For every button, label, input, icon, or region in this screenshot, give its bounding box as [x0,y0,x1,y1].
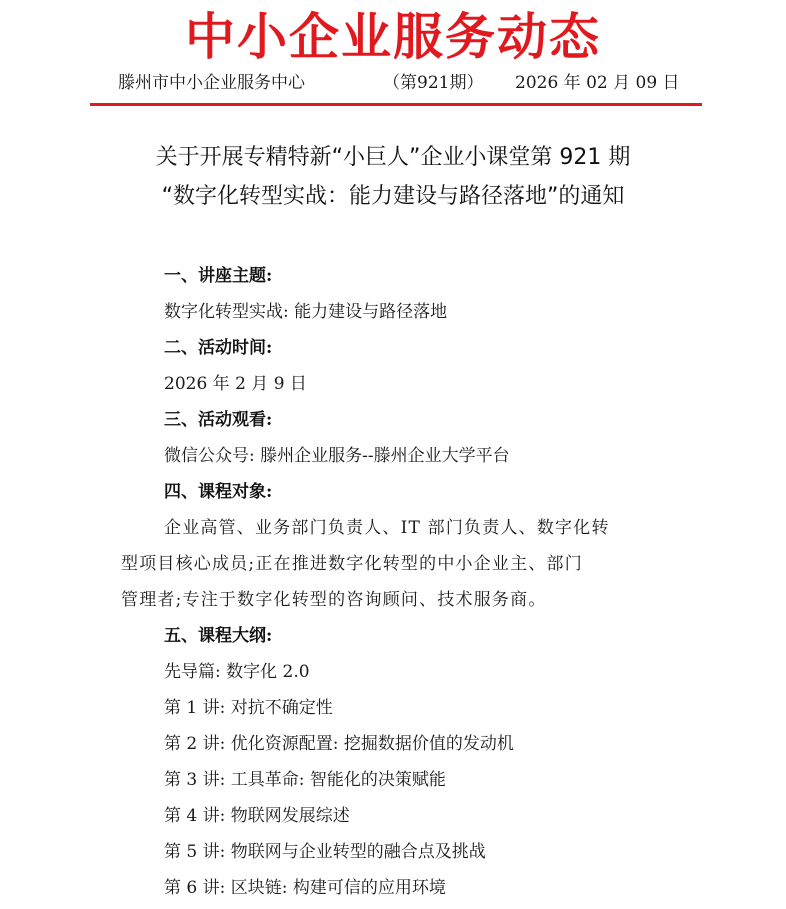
time-value: 2026 年 2 月 9 日 [164,374,307,394]
outline-item: 第 5 讲: 物联网与企业转型的融合点及挑战 [164,842,486,862]
section-heading-time: 二、活动时间: [164,338,273,358]
audience-line: 管理者;专注于数字化转型的咨询顾问、技术服务商。 [121,590,547,610]
outline-item: 第 6 讲: 区块链: 构建可信的应用环境 [164,878,446,898]
outline-item: 第 3 讲: 工具革命: 智能化的决策赋能 [164,770,446,790]
section-heading-topic: 一、讲座主题: [164,266,273,286]
masthead-title: 中小企业服务动态 [185,8,601,66]
outline-item: 第 1 讲: 对抗不确定性 [164,698,333,718]
section-heading-outline: 五、课程大纲: [164,626,273,646]
outline-item: 第 2 讲: 优化资源配置: 挖掘数据价值的发动机 [164,734,514,754]
notice-title-line-1: 关于开展专精特新“小巨人”企业小课堂第 921 期 [155,145,631,170]
section-heading-watch: 三、活动观看: [164,410,273,430]
outline-item: 第 4 讲: 物联网发展综述 [164,806,350,826]
issue-date: 2026 年 02 月 09 日 [515,73,680,93]
publisher: 滕州市中小企业服务中心 [118,73,305,93]
issue-number: （第921期） [383,73,484,93]
section-heading-audience: 四、课程对象: [164,482,273,502]
topic-value: 数字化转型实战: 能力建设与路径落地 [164,302,448,322]
audience-line: 企业高管、业务部门负责人、IT 部门负责人、数字化转 [164,518,610,538]
audience-line: 型项目核心成员;正在推进数字化转型的中小企业主、部门 [121,554,583,574]
notice-title-line-2: “数字化转型实战：能力建设与路径落地”的通知 [161,184,625,209]
outline-item: 先导篇: 数字化 2.0 [164,662,310,682]
watch-value: 微信公众号: 滕州企业服务--滕州企业大学平台 [164,446,510,466]
